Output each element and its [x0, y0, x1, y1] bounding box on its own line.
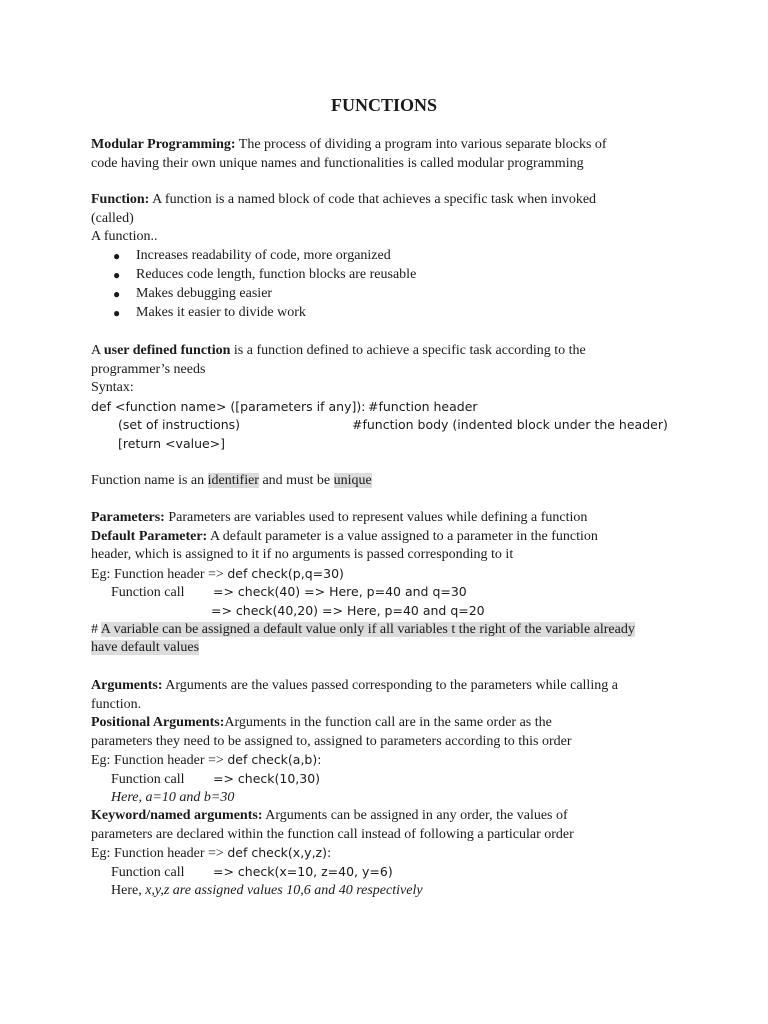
- positional-example-result: Here, a=10 and b=30: [111, 789, 235, 805]
- udf-label: user defined function: [103, 343, 231, 358]
- positional-example-header: Eg: Function header => def check(a,b):: [91, 752, 322, 769]
- default-parameter-label: Default Parameter:: [91, 528, 208, 544]
- syntax-line-2: (set of instructions) #function body (indented block under the header): [118, 417, 668, 433]
- list-item: ● Increases readability of code, more organized: [91, 247, 691, 266]
- page-title: FUNCTIONS: [330, 95, 437, 115]
- bullet-icon: ●: [113, 305, 121, 320]
- list-item: ● Makes it easier to divide work: [91, 304, 691, 323]
- positional-example-call: Function call => check(10,30): [111, 770, 321, 787]
- parameters-section: Parameters: Parameters are variables used to represent values while defining a function Default Parameter: A default parameter is a value assigned to a parameter in the function header, which is assigned to it if no arguments is passed corresponding to it Eg: Function header => def check(p,q=30) Function call => check(40) => Here, p=40 and q=30 => check(40,20) => Here, p=40 and q=20 # A variable can be assigned a default value only if all variables t the right of the variable already have default values: [91, 509, 691, 658]
- syntax-line-3: [return <value>]: [118, 435, 226, 451]
- default-note-1: # A variable can be assigned a default value only if all variables t the right of the variable already: [91, 621, 635, 637]
- parameters-label: Parameters:: [91, 510, 165, 525]
- default-example-call-1: Function call => check(40) => Here, p=40 and q=30: [111, 584, 467, 601]
- udf-text-1: is a function defined to achieve a specific task according to the: [230, 343, 586, 358]
- syntax-label: Syntax:: [91, 380, 134, 396]
- arguments-label: Arguments:: [91, 678, 163, 693]
- function-label: Function:: [91, 192, 150, 207]
- udf-text-2: programmer’s needs: [91, 361, 206, 377]
- highlight-unique: unique: [333, 473, 372, 488]
- bullet-icon: ●: [113, 248, 121, 263]
- function-section: [91, 191, 691, 323]
- keyword-example-header: Eg: Function header => def check(x,y,z):: [91, 845, 332, 862]
- positional-arguments-label: Positional Arguments:: [91, 715, 225, 731]
- bullet-icon: ●: [113, 286, 121, 301]
- syntax-line-1: def <function name> ([parameters if any]): #function header: [91, 398, 478, 414]
- default-example-call-2: => check(40,20) => Here, p=40 and q=20: [211, 602, 485, 618]
- function-text-1: A function is a named block of code that achieves a specific task when invoked: [149, 192, 597, 207]
- keyword-example-call: Function call => check(x=10, z=40, y=6): [111, 863, 393, 880]
- function-benefits-list: [91, 247, 691, 323]
- modular-programming-section: [91, 136, 691, 173]
- function-intro: A function..: [91, 229, 158, 245]
- function-naming-section: Function name is an identifier and must be unique: [91, 473, 372, 488]
- modular-label: Modular Programming:: [91, 137, 236, 152]
- arguments-section: Arguments: Arguments are the values passed corresponding to the parameters while calling a function. Positional Arguments:Arguments in the function call are in the same order as the parameters they need to be assigned to, assigned to parameters according to this order Eg: Function header => def check(a,b): Function call => check(10,30) Here, a=10 and b=30 Keyword/named arguments: Arguments can be assigned in any order, the values of parameters are declared within the function call instead of following a particular order Eg: Function header => def check(x,y,z): Function call => check(x=10, z=40, y=6) Here, x,y,z are assigned values 10,6 and 40 respectively: [91, 677, 691, 900]
- default-example-header: Eg: Function header => def check(p,q=30): [91, 565, 344, 582]
- list-item: ● Reduces code length, function blocks are reusable: [91, 266, 691, 285]
- modular-text-1: The process of dividing a program into various separate blocks of: [235, 137, 607, 152]
- function-text-2: (called): [91, 210, 134, 226]
- default-note-2: have default values: [91, 640, 200, 656]
- bullet-icon: ●: [113, 267, 121, 282]
- keyword-example-result: Here, x,y,z are assigned values 10,6 and 40 respectively: [111, 882, 423, 898]
- user-defined-function-section: A user defined function is a function defined to achieve a specific task according to the programmer’s needs Syntax: def <function name> ([parameters if any]): #function header (set of instructions) #function body (indented block under the header) [return <value>]: [91, 342, 731, 454]
- highlight-identifier: identifier: [207, 473, 259, 488]
- list-item: ● Makes debugging easier: [91, 285, 691, 304]
- modular-text-2: code having their own unique names and functionalities is called modular programming: [91, 155, 584, 171]
- keyword-arguments-label: Keyword/named arguments:: [91, 808, 263, 824]
